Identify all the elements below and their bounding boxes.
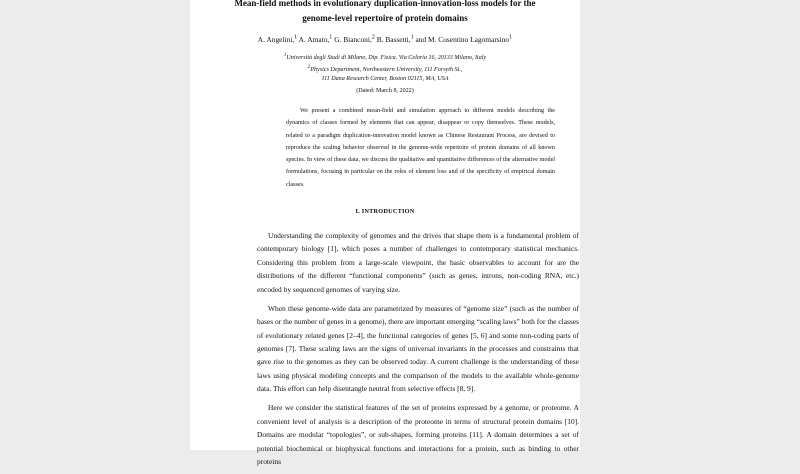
author: A. Angelini,$^1$ [257,35,298,45]
affiliation-2-continued: 111 Dana Research Center, Boston 02115, MA, USA [321,76,449,82]
author-list [190,35,580,44]
date-line: (Dated: March 8, 2022) [356,88,414,94]
affiliation-2: $^2$Physics Department, Northeastern University, 111 Forsyth St., [307,64,463,74]
abstract: We present a combined mean-field and simulation approach to different models describing the dynamics of classes formed by elements that can appear, disappear or copy themselves. These models, related to a paradigm duplication-innovation model known as Chinese Restaurant Process, are devised to reproduce the scaling behavior observed in the genome-wide repertoire of protein domains of all known species. In view of these data, we discuss the qualitative and quantitative differences of the alternative model formulations, focusing in particular on the roles of element loss and of the specificity of empirical domain classes. [286,108,555,188]
title-line-1: Mean-field methods in evolutionary duplication-innovation-loss models for the [234,0,536,8]
paper-title [190,0,580,26]
author: B. Bassetti,$^1$ [376,35,414,45]
paper-page [190,0,580,467]
paragraph: Understanding the complexity of genomes and the drives that shape them is a fundamental problem of contemporary biology [1], which poses a number of challenges to contemporary statistical mechanics. Considering this problem from a large-scale viewpoint, the basic observables to account for are the distributions of the different “functional components” (such as genes, introns, non-coding RNA, etc.) encoded by sequenced genomes of varying size. [257,231,579,294]
paragraph: When these genome-wide data are parametrized by measures of “genome size” (such as the number of bases or the number of genes in a genome), there are important emerging “scaling laws” both for the classes of evolutionary related genes [2–4], the functional categories of genes [5, 6] and some non-coding parts of genomes [7]. These scaling laws are the signs of universal invariants in the processes and constraints that gave rise to the genomes as they can be observed today. A current challenge is the understanding of these laws using physical modeling concepts and the comparison of the models to the available whole-genome data. This effort can help disentangle neutral from selective effects [8, 9]. [257,303,579,394]
author: and M. Cosentino Lagomarsino$^1$ [415,35,513,45]
paragraph: Here we consider the statistical features of the set of proteins expressed by a genome, or proteome. A convenient level of analysis is a description of the proteome in terms of structural protein domains [10]. Domains are modular “topologies”, or sub-shapes, forming proteins [11]. A domain determines a set of potential biochemical or biophysical functions and interactions for a protein, such as binding to other proteins [257,403,579,467]
title-line-2: genome-level repertoire of protein domains [302,13,468,23]
section-heading: I. INTRODUCTION [355,208,415,215]
introduction-body [257,229,579,474]
author: G. Bianconi,$^2$ [334,35,375,45]
author: A. Amato,$^1$ [298,35,333,45]
affiliation-1: $^1$Università degli Studi di Milano, Dip. Fisica. Via Celoria 16, 20133 Milano, Italy [283,52,487,62]
